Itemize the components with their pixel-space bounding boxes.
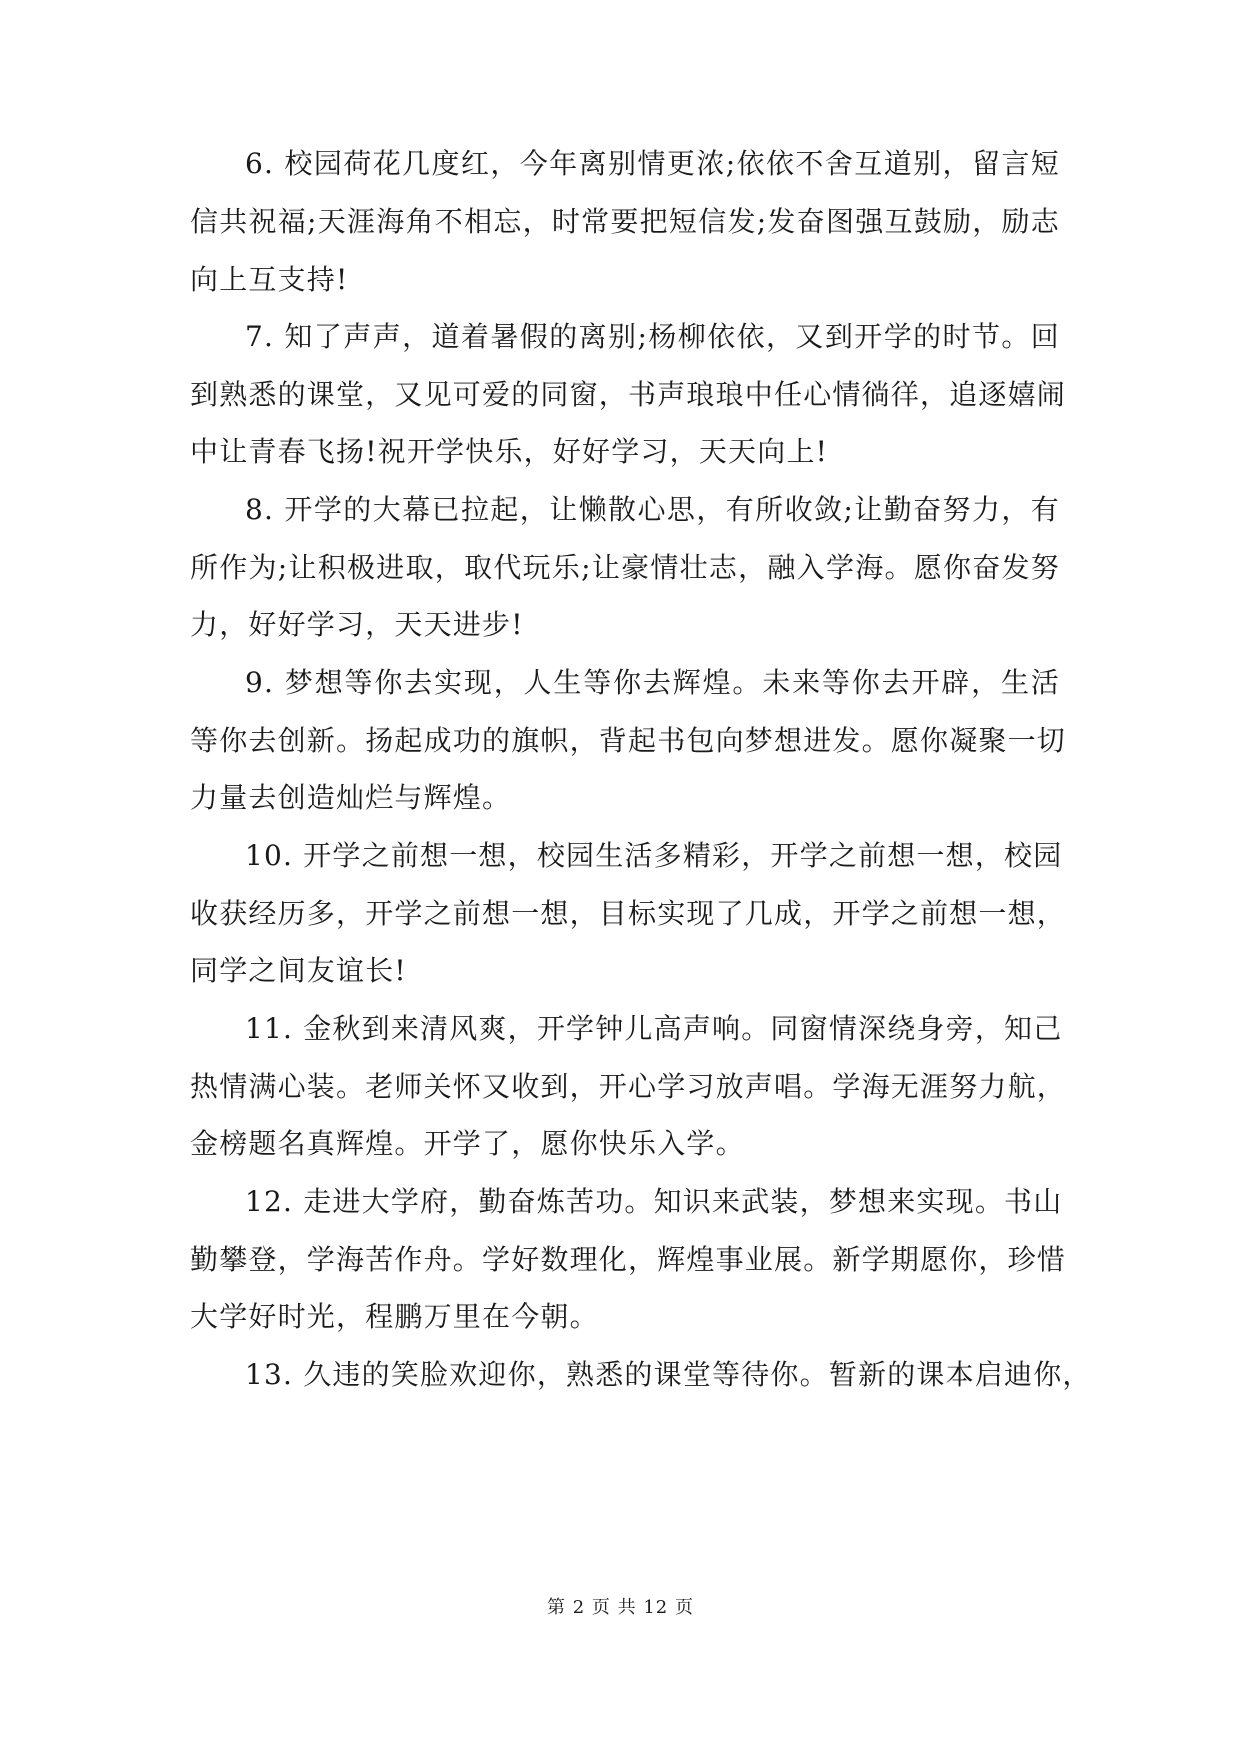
paragraph-11-line-2: 热情满心装。老师关怀又收到，开心学习放声唱。学海无涯努力航， [190,1070,1067,1103]
paragraph-6-line-2: 信共祝福;天涯海角不相忘，时常要把短信发;发奋图强互鼓励，励志 [190,205,1060,238]
paragraph-12-line-3: 大学好时光，程鹏万里在今朝。 [190,1300,599,1333]
paragraph-10-line-1: 10. 开学之前想一想，校园生活多精彩，开学之前想一想，校园 [245,839,1063,872]
paragraph-10-line-3: 同学之间友谊长! [190,954,407,987]
paragraph-11-line-3: 金榜题名真辉煌。开学了，愿你快乐入学。 [190,1127,745,1160]
paragraph-10-line-2: 收获经历多，开学之前想一想，目标实现了几成，开学之前想一想， [190,897,1067,930]
paragraph-6-line-1: 6. 校园荷花几度红，今年离别情更浓;依依不舍互道别，留言短 [245,147,1060,180]
paragraph-7-line-3: 中让青春飞扬!祝开学快乐，好好学习，天天向上! [190,435,829,468]
paragraph-8-line-3: 力，好好学习，天天进步! [190,608,524,641]
paragraph-13-line-1: 13. 久违的笑脸欢迎你，熟悉的课堂等待你。暂新的课本启迪你， [245,1358,1092,1391]
paragraph-9-line-1: 9. 梦想等你去实现，人生等你去辉煌。未来等你去开辟，生活 [245,666,1060,699]
paragraph-12-line-2: 勤攀登，学海苦作舟。学好数理化，辉煌事业展。新学期愿你，珍惜 [190,1243,1067,1276]
paragraph-12-line-1: 12. 走进大学府，勤奋炼苦功。知识来武装，梦想来实现。书山 [245,1185,1063,1218]
paragraph-9-line-2: 等你去创新。扬起成功的旗帜，背起书包向梦想进发。愿你凝聚一切 [190,724,1067,757]
paragraph-9-line-3: 力量去创造灿烂与辉煌。 [190,781,512,814]
paragraph-7-line-1: 7. 知了声声，道着暑假的离别;杨柳依依，又到开学的时节。回 [245,320,1060,353]
paragraph-8-line-1: 8. 开学的大幕已拉起，让懒散心思，有所收敛;让勤奋努力，有 [245,493,1060,526]
page-number-footer: 第 2 页 共 12 页 [547,1597,694,1618]
paragraph-11-line-1: 11. 金秋到来清风爽，开学钟儿高声响。同窗情深绕身旁，知己 [245,1012,1063,1045]
paragraph-6-line-3: 向上互支持! [190,263,349,296]
paragraph-7-line-2: 到熟悉的课堂，又见可爱的同窗，书声琅琅中任心情徜徉，追逐嬉闹 [190,378,1067,411]
paragraph-8-line-2: 所作为;让积极进取，取代玩乐;让豪情壮志，融入学海。愿你奋发努 [190,551,1060,584]
